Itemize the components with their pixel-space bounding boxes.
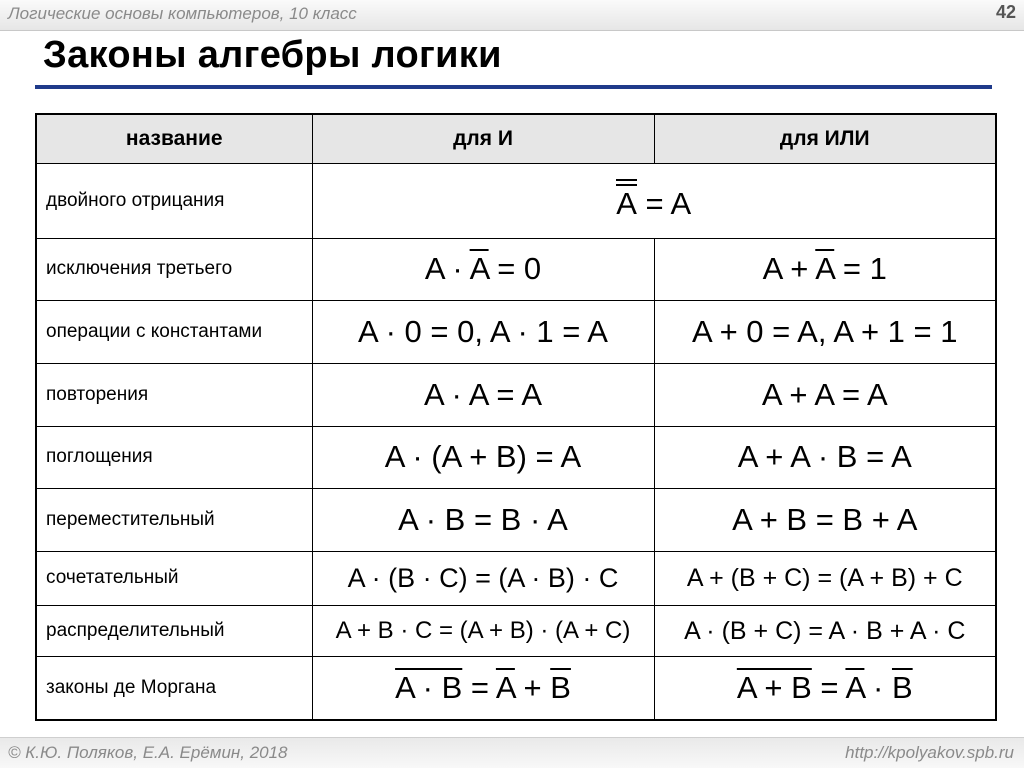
- laws-table: [35, 113, 997, 721]
- law-formula-or: A + 0 = A, A + 1 = 1: [654, 301, 996, 364]
- law-name: законы де Моргана: [36, 656, 312, 720]
- table-row: [36, 301, 996, 364]
- law-name: распределительный: [36, 606, 312, 657]
- law-formula-or: A + B = B + A: [654, 489, 996, 552]
- table-row: [36, 606, 996, 657]
- law-formula-and: A · 0 = 0, A · 1 = A: [312, 301, 654, 364]
- course-label: Логические основы компьютеров, 10 класс: [8, 4, 357, 23]
- law-name: операции с константами: [36, 301, 312, 364]
- law-name: двойного отрицания: [36, 164, 312, 239]
- law-name: переместительный: [36, 489, 312, 552]
- table-row: [36, 363, 996, 426]
- law-formula-and: $A \cdot \overline{A} = 0$: [312, 238, 654, 301]
- law-formula-or: A + A · B = A: [654, 426, 996, 489]
- law-formula-combined: A = A: [312, 164, 996, 239]
- column-header-name: название: [36, 114, 312, 164]
- page-number: 42: [995, 2, 1016, 22]
- law-name: поглощения: [36, 426, 312, 489]
- bottom-bar: [0, 737, 1024, 768]
- table-row: [36, 238, 996, 301]
- law-name: сочетательный: [36, 551, 312, 605]
- table-row: [36, 426, 996, 489]
- title-underline: [35, 85, 992, 89]
- table-row: [36, 656, 996, 720]
- law-formula-and: A · (B · C) = (A · B) · C: [312, 551, 654, 605]
- law-formula-and: A · A = A: [312, 363, 654, 426]
- law-name: повторения: [36, 363, 312, 426]
- law-formula-and: A · B = B · A: [312, 489, 654, 552]
- law-formula-or: A · (B + C) = A · B + A · C: [654, 606, 996, 657]
- table-header-row: [36, 114, 996, 164]
- column-header-and: для И: [312, 114, 654, 164]
- page-title: Законы алгебры логики: [43, 34, 502, 76]
- law-formula-or: A + (B + C) = (A + B) + C: [654, 551, 996, 605]
- authors-label: © К.Ю. Поляков, Е.А. Ерёмин, 2018: [8, 743, 288, 762]
- law-formula-and: $A \cdot B = \overline{A} + \overline{B}$: [312, 656, 654, 720]
- top-bar: [0, 0, 1024, 31]
- table-row: [36, 489, 996, 552]
- table-row: [36, 164, 996, 239]
- law-formula-or: $A + B = \overline{A} \cdot \overline{B}$: [654, 656, 996, 720]
- law-formula-and: A + B · C = (A + B) · (A + C): [312, 606, 654, 657]
- site-url: http://kpolyakov.spb.ru: [845, 743, 1014, 762]
- column-header-or: для ИЛИ: [654, 114, 996, 164]
- law-formula-and: A · (A + B) = A: [312, 426, 654, 489]
- law-formula-or: A + A = A: [654, 363, 996, 426]
- law-name: исключения третьего: [36, 238, 312, 301]
- table-row: [36, 551, 996, 605]
- law-formula-or: $A + \overline{A} = 1$: [654, 238, 996, 301]
